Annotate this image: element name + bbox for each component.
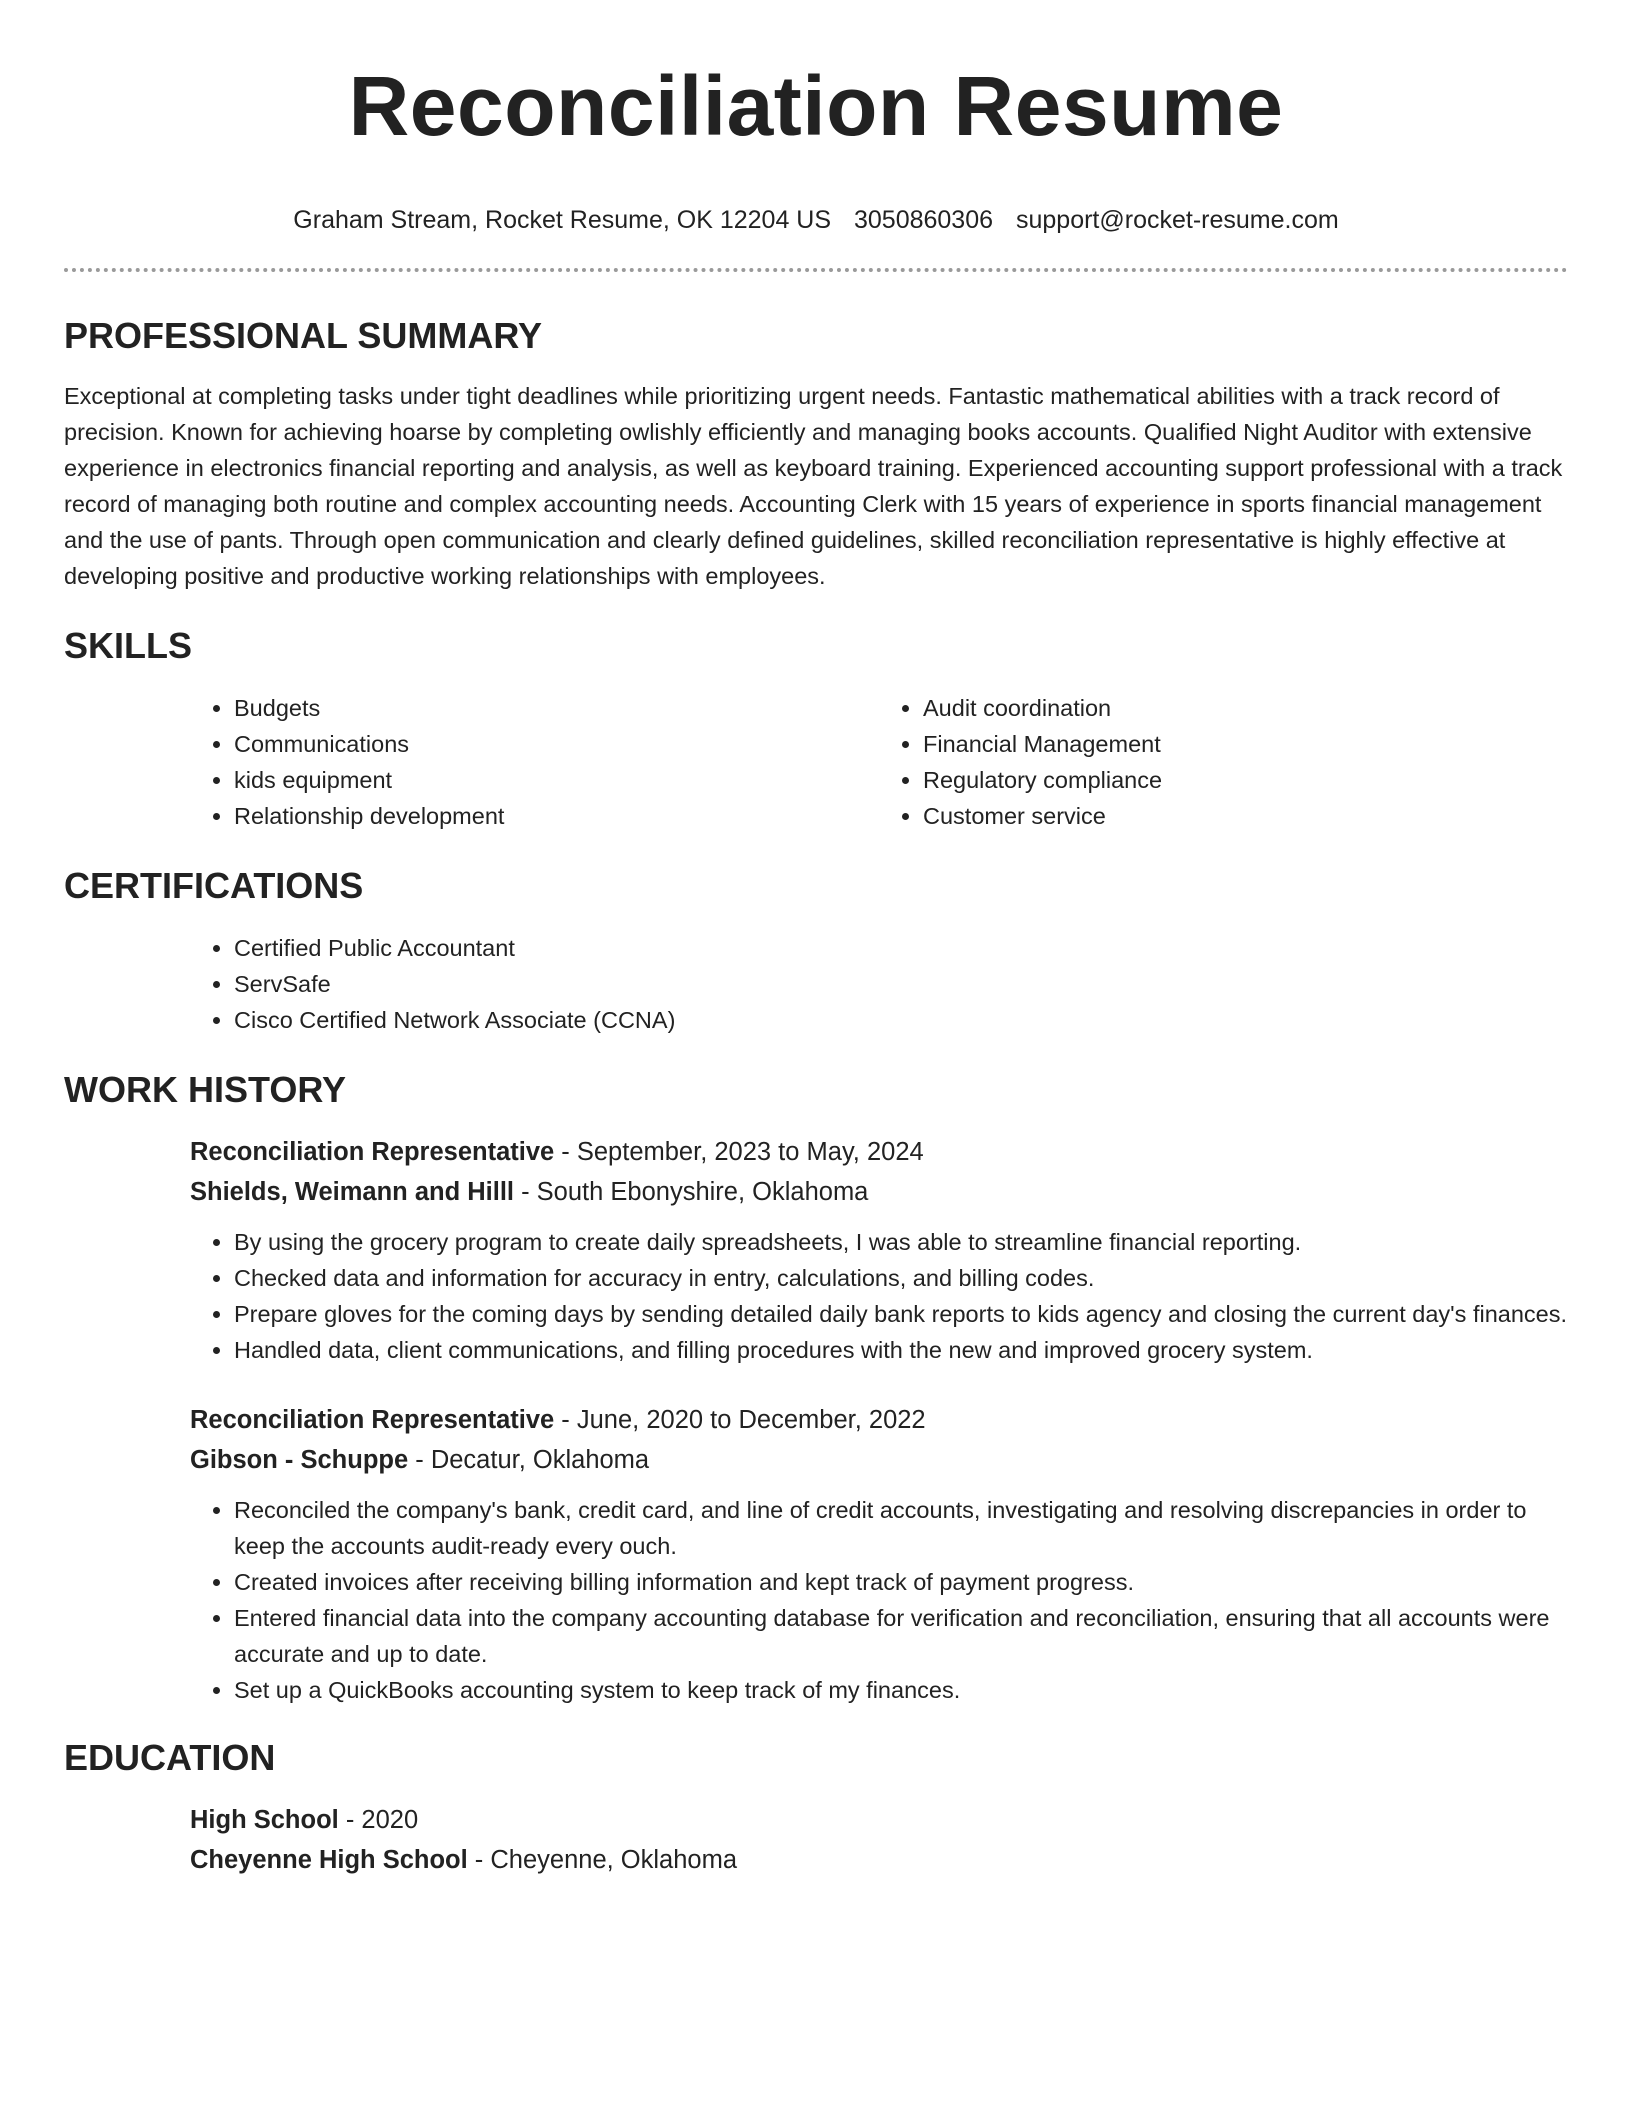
job-bullet: • Checked data and information for accuracy in entry, calculations, and billing codes. [234, 1260, 1568, 1296]
skill-item: • Financial Management [923, 726, 1568, 762]
job-bullet: • Handled data, client communications, and filling procedures with the new and improved grocery system. [234, 1332, 1568, 1368]
education-degree: High School [190, 1806, 339, 1834]
skills-list-left [190, 690, 879, 834]
job-location: - South Ebonyshire, Oklahoma [514, 1178, 869, 1206]
job-company: Shields, Weimann and Hilll [190, 1178, 515, 1206]
summary-section [64, 314, 1568, 594]
job-bullet: • Created invoices after receiving billing information and kept track of payment progress. [234, 1564, 1568, 1600]
job-bullets [190, 1492, 1568, 1708]
education-school-line [190, 1840, 1568, 1880]
education-year: - 2020 [338, 1806, 419, 1834]
skill-item: • Audit coordination [923, 690, 1568, 726]
job-dates: - June, 2020 to December, 2022 [554, 1406, 926, 1434]
certifications-section [64, 864, 1568, 1038]
contact-phone: 3050860306 [853, 206, 994, 234]
education-heading: EDUCATION [64, 1737, 276, 1778]
header-divider [64, 268, 1568, 272]
job-bullet: • By using the grocery program to create daily spreadsheets, I was able to streamline financial reporting. [234, 1224, 1568, 1260]
resume-title: Reconciliation Resume [348, 59, 1284, 153]
summary-text: Exceptional at completing tasks under tight deadlines while prioritizing urgent needs. Fantastic mathematical abilities with a track record of precision. Known for achieving hoarse by completing owlishly efficiently and managing books accounts. Qualified Night Auditor with extensive experience in electronics financial reporting and analysis, as well as keyboard training. Experienced accounting support professional with a track record of managing both routine and complex accounting needs. Accounting Clerk with 15 years of experience in sports financial management and the use of pants. Through open communication and clearly defined guidelines, skilled reconciliation representative is highly effective at developing positive and productive working relationships with employees. [64, 383, 1563, 589]
certifications-list [190, 930, 1568, 1038]
skill-item: • Relationship development [234, 798, 879, 834]
skill-item: • Budgets [234, 690, 879, 726]
skills-section [64, 624, 1568, 834]
education-section [64, 1736, 1568, 1880]
skill-item: • kids equipment [234, 762, 879, 798]
job-company: Gibson - Schuppe [190, 1446, 409, 1474]
skills-grid [190, 690, 1568, 834]
job-company-line [190, 1440, 1568, 1480]
job-bullet: • Prepare gloves for the coming days by sending detailed daily bank reports to kids agency and closing the current day's finances. [234, 1296, 1568, 1332]
certification-item: • ServSafe [234, 966, 1568, 1002]
summary-heading: PROFESSIONAL SUMMARY [64, 315, 543, 356]
work-heading: WORK HISTORY [64, 1069, 347, 1110]
job-bullets [190, 1224, 1568, 1368]
education-entry [190, 1800, 1568, 1880]
job-bullet: • Entered financial data into the company accounting database for verification and reconciliation, ensuring that all accounts were accurate and up to date. [234, 1600, 1568, 1672]
education-school: Cheyenne High School [190, 1846, 468, 1874]
job-title: Reconciliation Representative [190, 1406, 555, 1434]
work-section [64, 1068, 1568, 1708]
job-bullet: • Reconciled the company's bank, credit card, and line of credit accounts, investigating and resolving discrepancies in order to keep the accounts audit-ready every ouch. [234, 1492, 1568, 1564]
education-degree-line [190, 1800, 1568, 1840]
skills-list-right [879, 690, 1568, 834]
skill-item: • Regulatory compliance [923, 762, 1568, 798]
skills-heading: SKILLS [64, 625, 193, 666]
education-location: - Cheyenne, Oklahoma [467, 1846, 738, 1874]
certification-item: • Certified Public Accountant [234, 930, 1568, 966]
job-bullet: • Set up a QuickBooks accounting system to keep track of my finances. [234, 1672, 1568, 1708]
contact-address: Graham Stream, Rocket Resume, OK 12204 US [293, 206, 832, 234]
contact-email: support@rocket-resume.com [1015, 206, 1339, 234]
certification-item: • Cisco Certified Network Associate (CCNA) [234, 1002, 1568, 1038]
job-company-line [190, 1172, 1568, 1212]
contact-line [64, 204, 1568, 236]
job-location: - Decatur, Oklahoma [408, 1446, 650, 1474]
skill-item: • Customer service [923, 798, 1568, 834]
job-title-line [190, 1132, 1568, 1172]
job-title: Reconciliation Representative [190, 1138, 555, 1166]
job-entry [190, 1400, 1568, 1708]
skill-item: • Communications [234, 726, 879, 762]
job-title-line [190, 1400, 1568, 1440]
certifications-heading: CERTIFICATIONS [64, 865, 364, 906]
job-dates: - September, 2023 to May, 2024 [554, 1138, 924, 1166]
job-entry [190, 1132, 1568, 1368]
